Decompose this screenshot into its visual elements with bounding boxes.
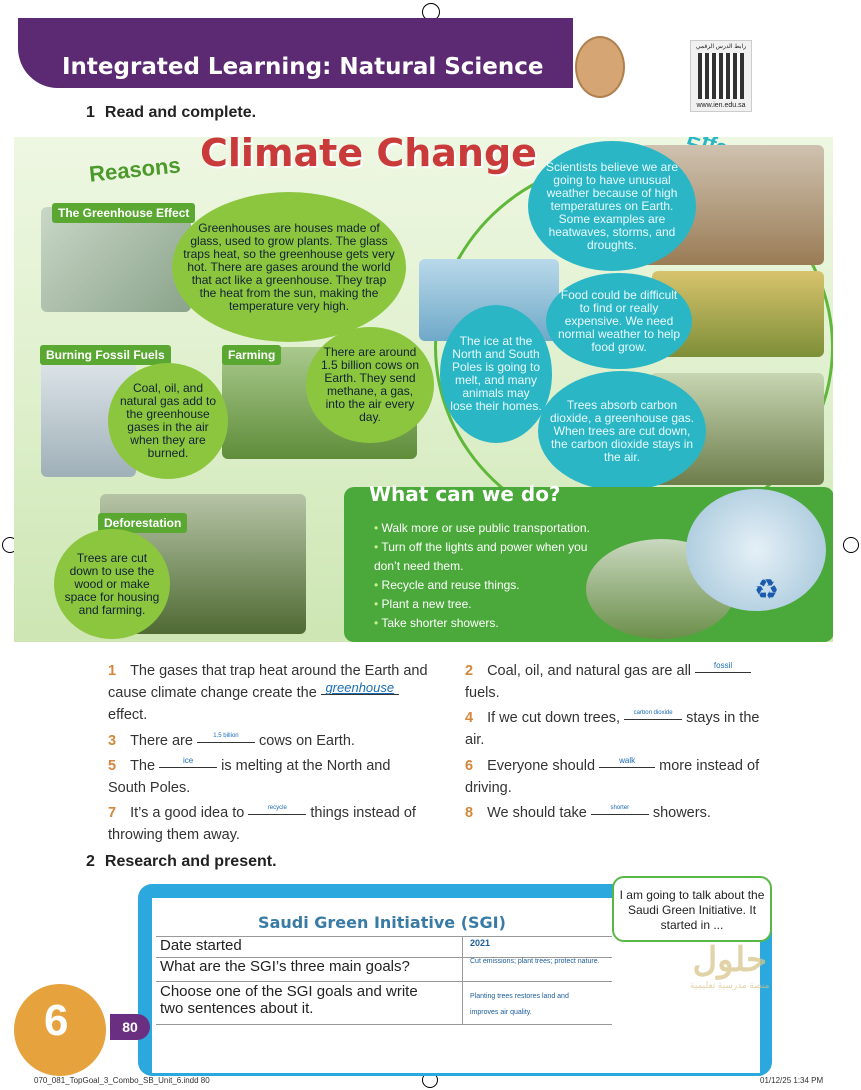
- table-row-goals: What are the SGI’s three main goals?: [156, 958, 612, 982]
- watermark-logo: حلول منصة مدرسية تعليمية: [690, 941, 770, 990]
- answer-sentence-2[interactable]: improves air quality.: [470, 1009, 532, 1016]
- unit-number: 6: [44, 996, 69, 1045]
- qr-url: www.ien.edu.sa: [696, 102, 746, 109]
- answer-blank-8[interactable]: shorter: [591, 802, 649, 815]
- answer-blank-7[interactable]: recycle: [248, 802, 306, 815]
- todo-item: • Walk more or use public transportation.: [374, 519, 614, 538]
- todo-item: • Take shorter showers.: [374, 614, 614, 633]
- what-can-we-do-title: What can we do?: [369, 482, 561, 506]
- answer-date[interactable]: 2021: [470, 938, 491, 948]
- trees-cut-bubble: Trees are cut down to use the wood or make space for housing and farming.: [54, 529, 170, 639]
- todo-item: • Recycle and reuse things.: [374, 576, 614, 595]
- question-6: 6 Everyone should walk more instead of driving.: [465, 756, 760, 796]
- qr-code-panel[interactable]: [690, 40, 752, 112]
- answer-sentence-1[interactable]: Planting trees restores land and: [470, 993, 569, 1000]
- section1-number: 1: [86, 104, 95, 121]
- table-column-divider: [462, 936, 463, 1025]
- sgi-table-title: Saudi Green Initiative (SGI): [258, 913, 506, 932]
- answer-blank-5[interactable]: ice: [159, 755, 217, 768]
- tag-farming: Farming: [222, 345, 281, 365]
- question-3: 3 There are 1.5 billion cows on Earth.: [108, 730, 428, 752]
- todo-item: • Turn off the lights and power when you don’t need them.: [374, 538, 614, 576]
- tag-burning-fossil-fuels: Burning Fossil Fuels: [40, 345, 171, 365]
- ice-bubble: The ice at the North and South Poles is going to melt, and many animals may lose their homes.: [440, 305, 552, 443]
- table-row-date: Date started: [156, 936, 612, 958]
- speech-bubble: I am going to talk about the Saudi Green Initiative. It started in ...: [612, 876, 772, 942]
- scientists-bubble: Scientists believe we are going to have unusual weather because of high temperatures on Earth. Some examples are heatwaves, storms, and droughts.: [528, 141, 696, 271]
- answer-blank-1[interactable]: greenhouse: [321, 682, 399, 695]
- greenhouse-bubble: Greenhouses are houses made of glass, used to grow plants. The glass traps heat, so the greenhouse gets very hot. There are gases around the world that act like a greenhouse. They trap the heat from the sun, making the temperature very high.: [172, 192, 406, 342]
- tag-greenhouse-effect: The Greenhouse Effect: [52, 203, 195, 223]
- page-title: Integrated Learning: Natural Science: [62, 54, 544, 80]
- question-5: 5 The ice is melting at the North and South Poles.: [108, 756, 391, 796]
- section1-heading: [86, 104, 256, 122]
- qr-caption: رابط الدرس الرقمي: [695, 44, 747, 50]
- answer-blank-4[interactable]: carbon dioxide: [624, 707, 682, 720]
- question-4: 4 If we cut down trees, carbon dioxide stays in the air.: [465, 707, 775, 751]
- answer-goals[interactable]: Cut emissions; plant trees; protect nature.: [470, 958, 600, 965]
- what-can-we-do-list: [374, 519, 614, 633]
- mascot-icon: [575, 36, 625, 98]
- section2-title: Research and present.: [104, 853, 277, 870]
- question-8: 8 We should take shorter showers.: [465, 802, 775, 824]
- fossil-bubble: Coal, oil, and natural gas add to the greenhouse gases in the air when they are burned.: [108, 363, 228, 479]
- poster-title: Climate Change: [200, 137, 537, 175]
- climate-change-poster: [14, 137, 833, 642]
- footer-date: 01/12/25 1:34 PM: [760, 1076, 824, 1085]
- section1-title: Read and complete.: [104, 104, 257, 121]
- trees-absorb-bubble: Trees absorb carbon dioxide, a greenhouse gas. When trees are cut down, the carbon dioxide stays in the air.: [538, 371, 706, 491]
- recycle-icon: ♻: [754, 574, 780, 605]
- answer-blank-2[interactable]: fossil: [695, 660, 751, 673]
- question-1: 1 The gases that trap heat around the Earth and cause climate change create the greenhouse effect.: [108, 663, 428, 723]
- unit-circle: [14, 984, 106, 1076]
- qr-code-icon: [698, 53, 744, 99]
- reasons-label: Reasons: [87, 152, 182, 187]
- section2-heading: [86, 853, 277, 871]
- tag-deforestation: Deforestation: [98, 513, 187, 533]
- food-bubble: Food could be difficult to find or really expensive. We need normal weather to help food grow.: [546, 273, 692, 369]
- question-2: 2 Coal, oil, and natural gas are all fossil fuels.: [465, 660, 765, 704]
- footer-file: 070_081_TopGoal_3_Combo_SB_Unit_6.indd 80: [34, 1076, 210, 1085]
- question-7: 7 It’s a good idea to recycle things instead of throwing them away.: [108, 802, 428, 846]
- page-number: 80: [110, 1014, 150, 1040]
- registration-mark-right: [843, 537, 859, 553]
- answer-blank-6[interactable]: walk: [599, 755, 655, 768]
- cows-bubble: There are around 1.5 billion cows on Earth. They send methane, a gas, into the air every day.: [306, 327, 434, 443]
- table-row-sentences: Choose one of the SGI goals and write two sentences about it.: [156, 983, 612, 1025]
- answer-blank-3[interactable]: 1.5 billion: [197, 730, 255, 743]
- todo-item: • Plant a new tree.: [374, 595, 614, 614]
- section2-number: 2: [86, 853, 95, 870]
